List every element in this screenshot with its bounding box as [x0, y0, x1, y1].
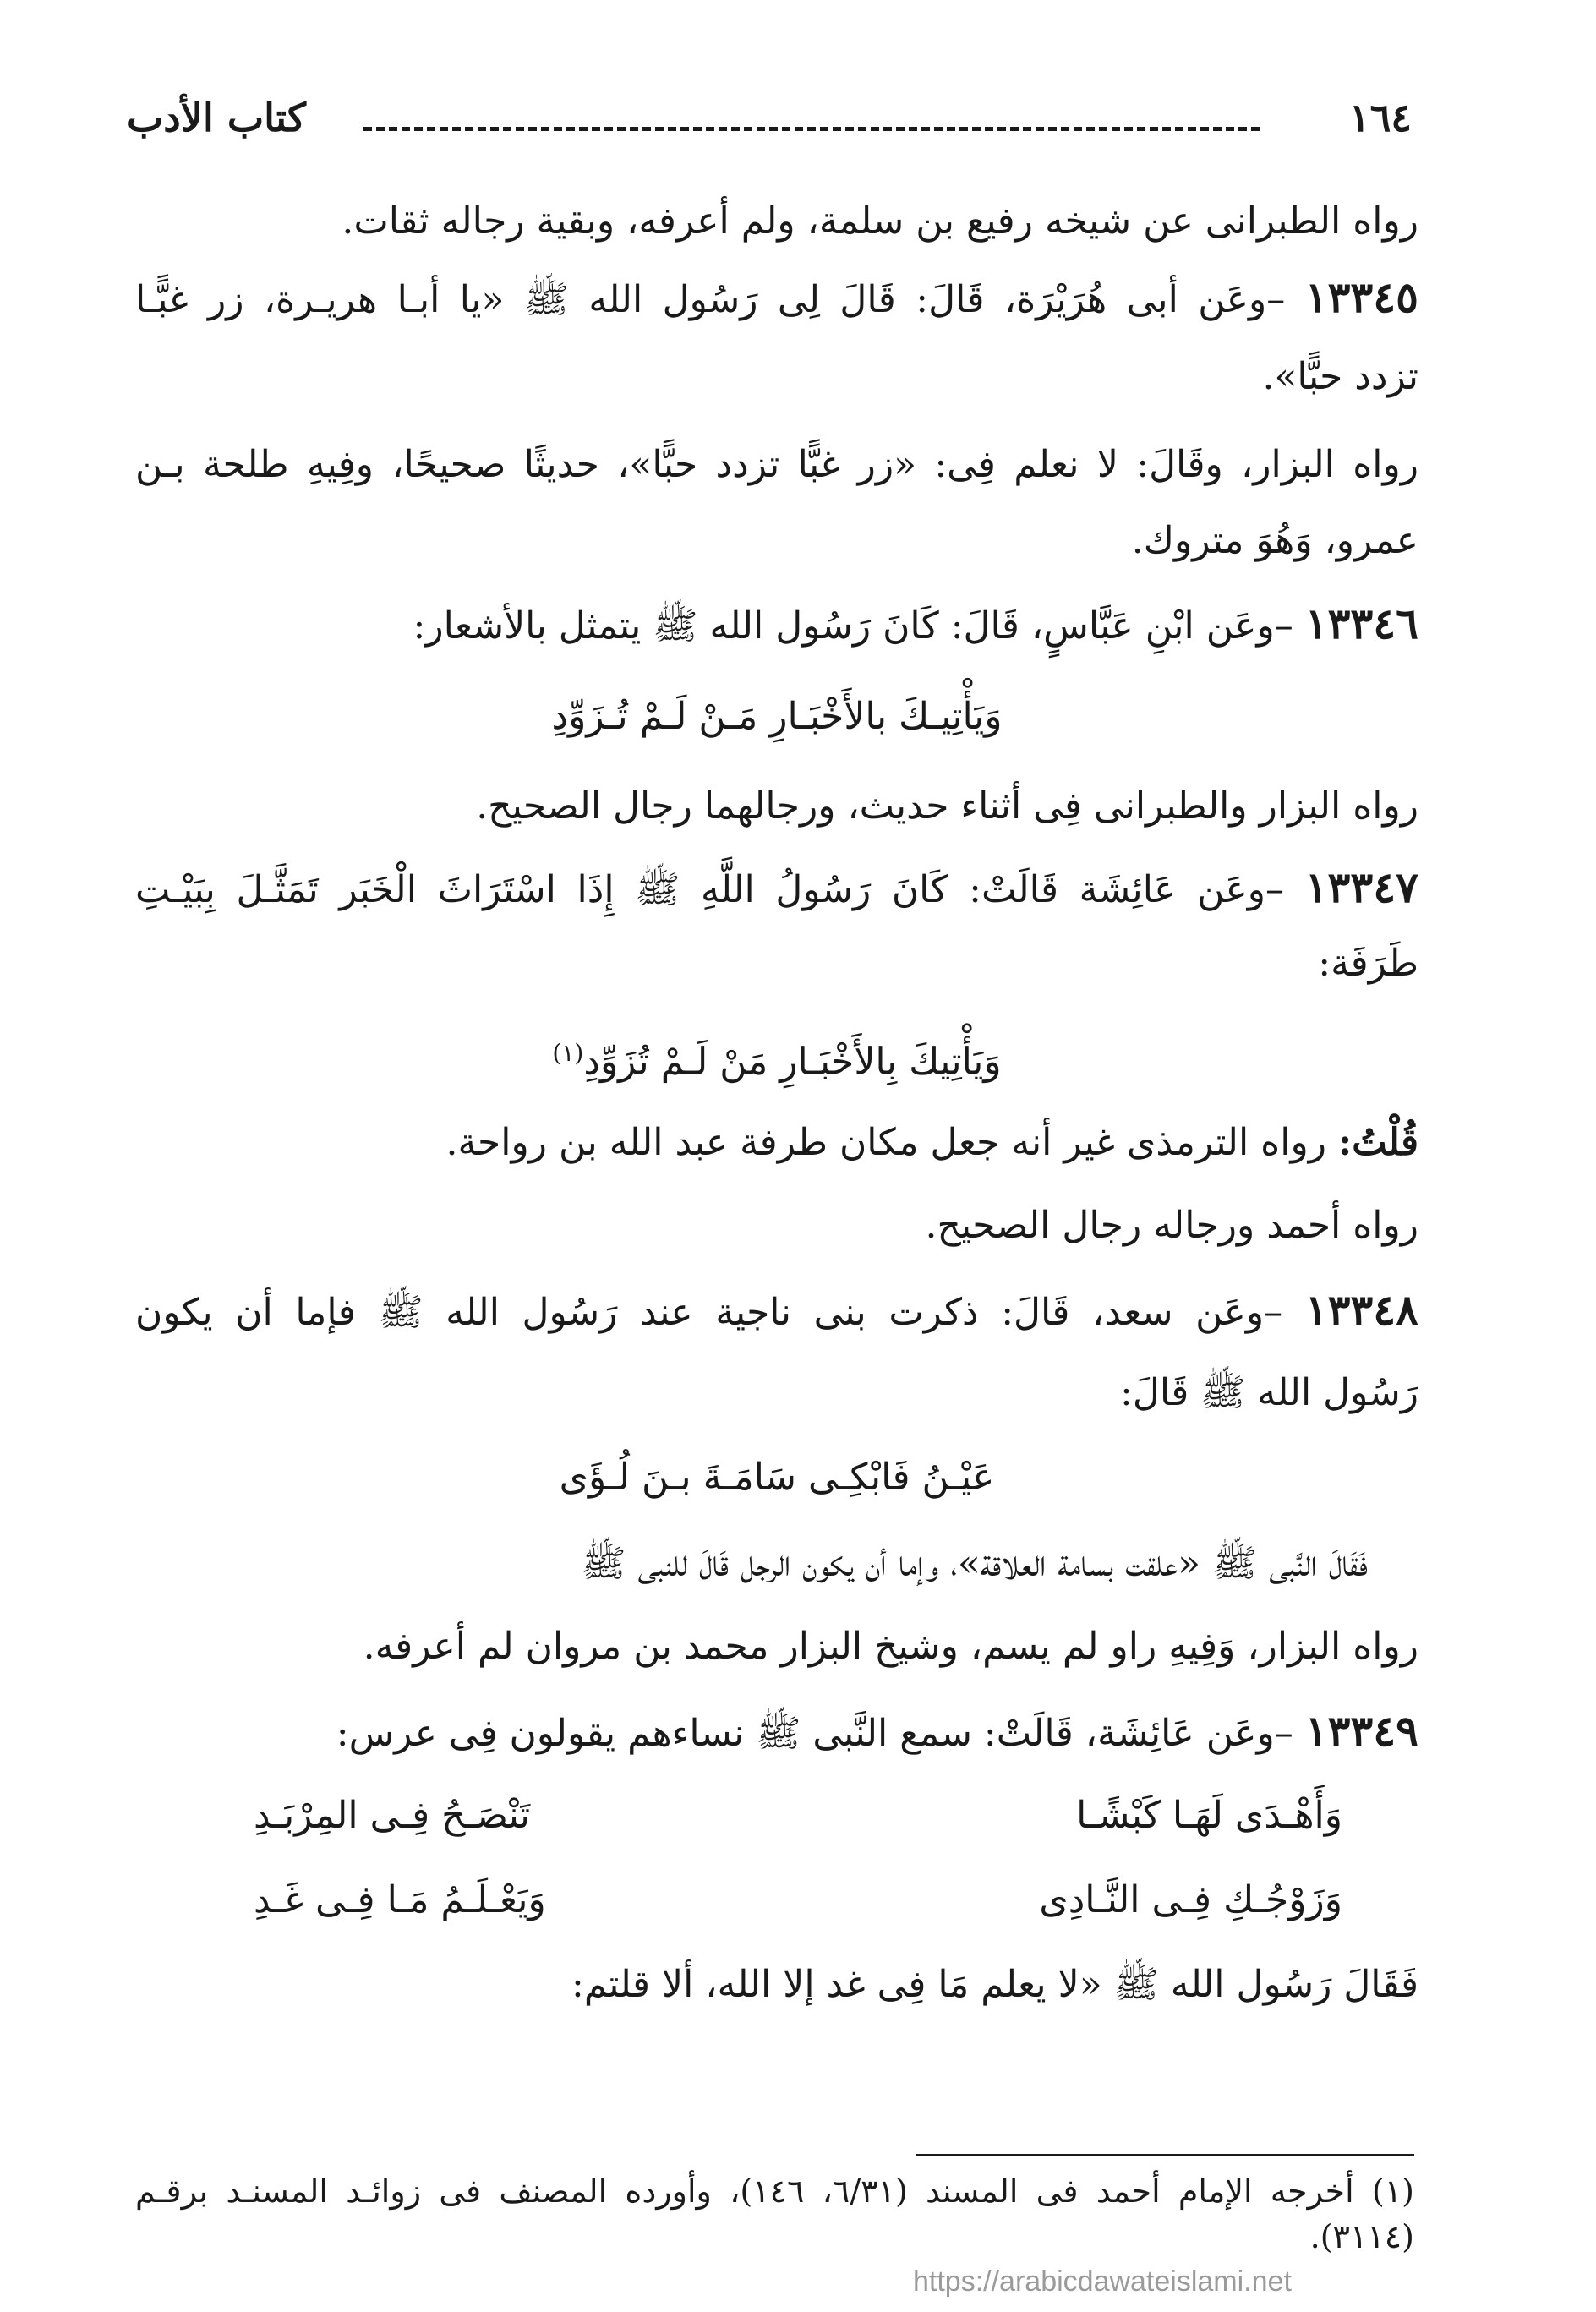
hadith-13349-text-1: –وعَن عَائِشَة، قَالَتْ: سمع النَّبى ﷺ نساءهم يقولون فِى عرس:	[336, 1712, 1293, 1755]
paragraph-1-text: رواه الطبرانى عن شيخه رفيع بن سلمة، ولم أعرفه، وبقية رجاله ثقات.	[342, 199, 1418, 243]
hadith-13345-text-2: تزدد حبًّا».	[1262, 355, 1418, 398]
watermark: https://arabicdawateislami.net	[913, 2266, 1292, 2298]
verse-4-left-hemistich: تَنْصَـحُ فِـى المِرْبَـدِ	[254, 1794, 531, 1837]
hadith-13346-line-1	[135, 598, 1418, 652]
paragraph-2-line-2	[135, 516, 1418, 566]
paragraph-6-text: فَقَالَ النَّبى ﷺ «علقت بسامة العلاقة»، وإما أن يكون الرجل قَالَ للنبى ﷺ	[581, 1542, 1368, 1585]
hadith-number-13349: ١٣٣٤٩	[1304, 1706, 1418, 1756]
verse-1-text: وَيَأْتِيـكَ بالأَخْبَـارِ مَـنْ لَـمْ تُـزَوِّدِ	[551, 695, 1003, 738]
page-header	[127, 95, 1412, 154]
hadith-13347-text-2: طَرَفَة:	[1318, 942, 1418, 985]
hadith-13348-line-1	[135, 1285, 1418, 1338]
verse-2	[135, 1028, 1418, 1088]
footnote-line-2	[135, 2215, 1414, 2259]
paragraph-2-line-1	[135, 440, 1418, 490]
paragraph-5	[135, 1200, 1418, 1251]
page-number: ١٦٤	[1348, 95, 1412, 140]
paragraph-8	[135, 1959, 1418, 2010]
footnote-text-2: (٣١١٤).	[1309, 2218, 1414, 2255]
hadith-13347-line-2	[135, 938, 1418, 989]
footnote-line-1	[135, 2169, 1414, 2213]
verse-4	[254, 1790, 1342, 1841]
footnote-text-1: (١) أخرجه الإمام أحمد فى المسند (٦/٣١، ١٤٦)، وأورده المصنف فى زوائـد المسنـد برقـم	[135, 2173, 1414, 2210]
verse-5	[254, 1875, 1342, 1926]
paragraph-2-text-2: عمرو، وَهُوَ متروك.	[1131, 519, 1418, 562]
paragraph-4-label: قُلْتُ:	[1337, 1121, 1418, 1164]
paragraph-4-text: رواه الترمذى غير أنه جعل مكان طرفة عبد الله بن رواحة.	[445, 1121, 1326, 1164]
hadith-13348-text-2: رَسُول الله ﷺ قَالَ:	[1120, 1371, 1418, 1414]
paragraph-3-text: رواه البزار والطبرانى فِى أثناء حديث، ورجالهما رجال الصحيح.	[476, 784, 1418, 828]
verse-4-right-hemistich: وَأَهْـدَى لَهَـا كَبْشًـا	[1076, 1794, 1342, 1837]
hadith-13345-line-1	[135, 272, 1418, 325]
hadith-13347-line-1	[135, 862, 1418, 916]
verse-5-left-hemistich: وَيَعْـلَـمُ مَـا فِـى غَـدِ	[254, 1878, 546, 1921]
paragraph-7-text: رواه البزار، وَفِيهِ راو لم يسم، وشيخ البزار محمد بن مروان لم أعرفه.	[363, 1625, 1418, 1668]
hadith-13345-line-2	[135, 352, 1418, 402]
paragraph-6	[135, 1539, 1368, 1589]
footnote-separator	[916, 2154, 1414, 2156]
hadith-13345-text-1: –وعَن أبى هُرَيْرَة، قَالَ: قَالَ لِى رَسُول الله ﷺ «يا أبـا هريـرة، زر غبًّـا	[135, 278, 1286, 321]
paragraph-5-text: رواه أحمد ورجاله رجال الصحيح.	[925, 1204, 1418, 1247]
hadith-13347-text-1: –وعَن عَائِشَة قَالَتْ: كَانَ رَسُولُ اللَّهِ ﷺ إِذَا اسْتَرَاثَ الْخَبَر تَمَثَّـلَ بِبَيْـتِ	[135, 868, 1285, 911]
verse-3-text: عَيْـنُ فَابْكِـى سَامَـةَ بـنَ لُـؤَى	[559, 1456, 995, 1499]
verse-2-text: وَيَأْتِيكَ بِالأَخْبَـارِ مَنْ لَـمْ تُزَوِّدِ	[583, 1040, 1002, 1084]
hadith-number-13347: ١٣٣٤٧	[1304, 862, 1418, 912]
paragraph-2-text-1: رواه البزار، وقَالَ: لا نعلم فِى: «زر غبًّا تزدد حبًّا»، حديثًا صحيحًا، وفِيهِ طلحة بـن	[135, 443, 1418, 486]
hadith-13348-line-2	[135, 1368, 1418, 1418]
paragraph-1	[135, 196, 1418, 247]
footnote-marker: (١)	[552, 1039, 584, 1067]
hadith-number-13346: ١٣٣٤٦	[1304, 598, 1418, 648]
hadith-number-13348: ١٣٣٤٨	[1304, 1285, 1418, 1335]
verse-3	[135, 1452, 1418, 1503]
hadith-13348-text-1: –وعَن سعد، قَالَ: ذكرت بنى ناجية عند رَسُول الله ﷺ فإما أن يكون	[135, 1291, 1283, 1334]
book-title: كتاب الأدب	[127, 95, 306, 140]
hadith-13346-text-1: –وعَن ابْنِ عَبَّاسٍ، قَالَ: كَانَ رَسُول الله ﷺ يتمثل بالأشعار:	[413, 604, 1293, 648]
paragraph-4	[135, 1118, 1418, 1168]
verse-5-right-hemistich: وَزَوْجُـكِ فِـى النَّـادِى	[1039, 1878, 1342, 1921]
hadith-13349-line-1	[135, 1706, 1418, 1759]
paragraph-7	[135, 1621, 1418, 1672]
paragraph-3	[135, 781, 1418, 832]
verse-1	[135, 691, 1418, 742]
hadith-number-13345: ١٣٣٤٥	[1304, 272, 1418, 322]
header-dashed-rule	[363, 127, 1260, 131]
paragraph-8-text: فَقَالَ رَسُول الله ﷺ «لا يعلم مَا فِى غد إلا الله، ألا قلتم:	[571, 1963, 1418, 2006]
